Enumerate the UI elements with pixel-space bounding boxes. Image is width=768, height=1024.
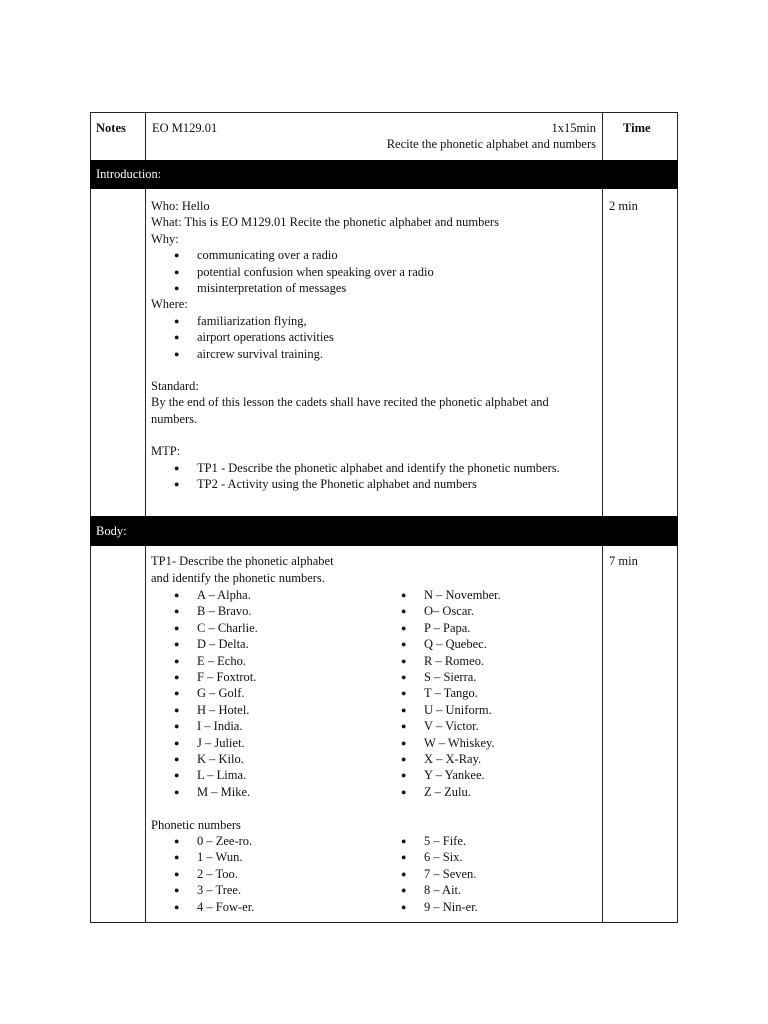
numbers-list-left: [151, 833, 254, 915]
list-item: ● misinterpretation of messages: [151, 280, 597, 296]
standard-text: By the end of this lesson the cadets shall have recited the phonetic alphabet and: [151, 395, 549, 410]
list-item: ● W – Whiskey.: [378, 735, 501, 751]
introduction-section-bar: [90, 160, 678, 189]
list-item: ● J – Juliet.: [151, 735, 258, 751]
list-item: ● L – Lima.: [151, 767, 258, 783]
col-border-notes: [145, 189, 146, 516]
col-border-right: [677, 112, 678, 160]
tp1-heading-cont: and identify the phonetic numbers.: [151, 571, 325, 585]
why-list: [151, 247, 597, 296]
introduction-label: Introduction:: [96, 167, 162, 181]
col-border-notes: [145, 546, 146, 923]
where-list: [151, 313, 597, 362]
standard-label: Standard:: [151, 379, 199, 394]
col-border-left: [90, 112, 91, 160]
list-item: ● 2 – Too.: [151, 866, 254, 882]
col-border-left: [90, 189, 91, 516]
phonetic-numbers-label: Phonetic numbers: [151, 818, 241, 832]
introduction-content: [151, 198, 597, 493]
body-time: 7 min: [609, 554, 638, 568]
list-item: ● U – Uniform.: [378, 702, 501, 718]
list-item: ● 5 – Fife.: [378, 833, 478, 849]
notes-header: Notes: [96, 121, 126, 135]
list-item: ● Q – Quebec.: [378, 636, 501, 652]
col-border-left: [90, 546, 91, 923]
list-item: ● H – Hotel.: [151, 702, 258, 718]
list-item: ● aircrew survival training.: [151, 346, 597, 362]
lesson-code: EO M129.01: [152, 121, 218, 135]
list-item: ● D – Delta.: [151, 636, 258, 652]
list-item: ● Z – Zulu.: [378, 784, 501, 800]
list-item: ● 9 – Nin-er.: [378, 899, 478, 915]
lesson-plan-table: [90, 112, 678, 923]
mtp-label: MTP:: [151, 444, 181, 459]
tp1-heading: TP1- Describe the phonetic alphabet: [151, 554, 334, 568]
standard-text-cont: numbers.: [151, 411, 198, 426]
list-item: ● M – Mike.: [151, 784, 258, 800]
list-item: ● familiarization flying,: [151, 313, 597, 329]
who-line: Who: Hello: [151, 199, 210, 213]
list-item: ● airport operations activities: [151, 329, 597, 345]
list-item: ● X – X-Ray.: [378, 751, 501, 767]
list-item: ● T – Tango.: [378, 685, 501, 701]
list-item: ● V – Victor.: [378, 718, 501, 734]
list-item: ● C – Charlie.: [151, 620, 258, 636]
list-item: ● 4 – Fow-er.: [151, 899, 254, 915]
col-border-right: [677, 546, 678, 923]
list-item: ● 0 – Zee-ro.: [151, 833, 254, 849]
col-border-right: [677, 189, 678, 516]
col-border-time: [602, 546, 603, 923]
list-item: ● E – Echo.: [151, 653, 258, 669]
list-item: ● F – Foxtrot.: [151, 669, 258, 685]
time-header: Time: [623, 121, 651, 135]
list-item: ● A – Alpha.: [151, 587, 258, 603]
list-item: ● R – Romeo.: [378, 653, 501, 669]
list-item: ● Y – Yankee.: [378, 767, 501, 783]
list-item: ● 1 – Wun.: [151, 849, 254, 865]
list-item: ● B – Bravo.: [151, 603, 258, 619]
list-item: ● 6 – Six.: [378, 849, 478, 865]
where-label: Where:: [151, 297, 188, 312]
list-item: ● G – Golf.: [151, 685, 258, 701]
list-item: ● K – Kilo.: [151, 751, 258, 767]
table-bottom-border: [90, 922, 678, 923]
alphabet-list-left: [151, 587, 258, 800]
list-item: ● 3 – Tree.: [151, 882, 254, 898]
list-item: ● O– Oscar.: [378, 603, 501, 619]
col-border-time: [602, 112, 603, 160]
mtp-list: [151, 460, 560, 493]
list-item: ● N – November.: [378, 587, 501, 603]
list-item: ● I – India.: [151, 718, 258, 734]
table-top-border: [90, 112, 678, 113]
list-item: ● TP2 - Activity using the Phonetic alphabet and numbers: [151, 476, 551, 492]
list-item: ● P – Papa.: [378, 620, 501, 636]
introduction-time: 2 min: [609, 199, 638, 213]
numbers-list-right: [378, 833, 478, 915]
list-item: ● 8 – Ait.: [378, 882, 478, 898]
what-line: What: This is EO M129.01 Recite the phonetic alphabet and numbers: [151, 215, 499, 230]
lesson-title: Recite the phonetic alphabet and numbers: [386, 137, 596, 151]
body-section-bar: [90, 516, 678, 546]
body-label: Body:: [96, 524, 127, 538]
list-item: ● TP1 - Describe the phonetic alphabet and identify the phonetic numbers.: [151, 460, 551, 476]
list-item: ● S – Sierra.: [378, 669, 501, 685]
alphabet-list-right: [378, 587, 501, 800]
lesson-duration: 1x15min: [551, 121, 596, 135]
list-item: ● potential confusion when speaking over a radio: [151, 264, 597, 280]
list-item: ● 7 – Seven.: [378, 866, 478, 882]
col-border-notes: [145, 112, 146, 160]
col-border-time: [602, 189, 603, 516]
list-item: ● communicating over a radio: [151, 247, 597, 263]
why-label: Why:: [151, 231, 179, 246]
